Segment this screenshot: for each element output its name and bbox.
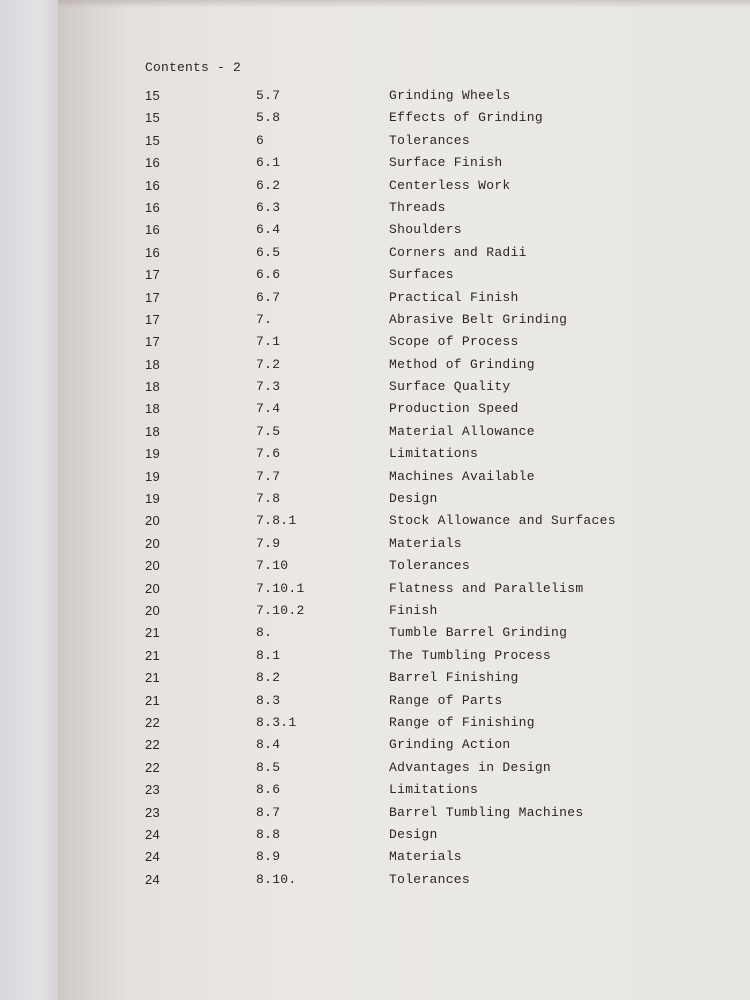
page-title: Contents - 2 xyxy=(145,60,242,75)
toc-row xyxy=(145,648,665,670)
section-title: Threads xyxy=(389,199,446,215)
page-number: 18 xyxy=(145,379,161,395)
toc-row xyxy=(145,581,665,603)
toc-row xyxy=(145,446,665,468)
toc-row xyxy=(145,155,665,177)
section-number: 6.4 xyxy=(256,222,281,238)
section-title: Centerless Work xyxy=(389,177,511,193)
page-number: 15 xyxy=(145,110,161,126)
page-number: 17 xyxy=(145,267,161,283)
toc-row xyxy=(145,715,665,737)
section-number: 6.1 xyxy=(256,155,281,171)
page-number: 18 xyxy=(145,423,161,439)
toc-row xyxy=(145,178,665,200)
section-number: 8.6 xyxy=(256,782,281,798)
section-title: Method of Grinding xyxy=(389,356,535,372)
page-number: 20 xyxy=(145,535,161,551)
section-title: Range of Finishing xyxy=(389,714,535,730)
section-title: Production Speed xyxy=(389,401,519,417)
section-number: 8.1 xyxy=(256,647,281,663)
section-title: Range of Parts xyxy=(389,692,503,708)
page-number: 21 xyxy=(145,692,161,708)
toc-row xyxy=(145,693,665,715)
page-number: 19 xyxy=(145,491,161,507)
toc-row xyxy=(145,603,665,625)
facing-page-edge xyxy=(0,0,58,1000)
section-number: 8. xyxy=(256,625,273,641)
page-number: 20 xyxy=(145,602,161,618)
page-number: 20 xyxy=(145,513,161,529)
section-title: Limitations xyxy=(389,782,479,798)
section-title: Materials xyxy=(389,849,462,865)
section-number: 7.4 xyxy=(256,401,281,417)
section-title: Tolerances xyxy=(389,871,471,887)
section-title: Machines Available xyxy=(389,468,535,484)
page-number: 16 xyxy=(145,244,161,260)
toc-row xyxy=(145,401,665,423)
section-number: 6.7 xyxy=(256,289,281,305)
toc-row xyxy=(145,312,665,334)
section-number: 8.3 xyxy=(256,692,281,708)
toc-row xyxy=(145,334,665,356)
toc-row xyxy=(145,872,665,894)
page-number: 20 xyxy=(145,580,161,596)
page-number: 16 xyxy=(145,155,161,171)
section-number: 8.5 xyxy=(256,759,281,775)
section-title: Tolerances xyxy=(389,132,471,148)
page-number: 24 xyxy=(145,826,161,842)
section-number: 7.7 xyxy=(256,468,281,484)
page-number: 18 xyxy=(145,356,161,372)
toc-row xyxy=(145,245,665,267)
section-number: 7. xyxy=(256,311,273,327)
page-number: 16 xyxy=(145,222,161,238)
toc-row xyxy=(145,357,665,379)
section-title: Grinding Wheels xyxy=(389,88,511,103)
section-title: Materials xyxy=(389,535,462,551)
section-title: Shoulders xyxy=(389,222,462,238)
section-number: 7.8.1 xyxy=(256,513,297,529)
section-title: Flatness and Parallelism xyxy=(389,580,584,596)
section-number: 6 xyxy=(256,132,265,148)
toc-row xyxy=(145,670,665,692)
section-title: The Tumbling Process xyxy=(389,647,552,663)
page-number: 16 xyxy=(145,199,161,215)
toc-row xyxy=(145,558,665,580)
section-number: 7.5 xyxy=(256,423,281,439)
toc-row xyxy=(145,88,665,110)
section-title: Limitations xyxy=(389,446,479,462)
section-title: Design xyxy=(389,826,438,842)
page-number: 20 xyxy=(145,558,161,574)
toc-row xyxy=(145,849,665,871)
section-number: 6.5 xyxy=(256,244,281,260)
page-number: 17 xyxy=(145,311,161,327)
section-title: Corners and Radii xyxy=(389,244,527,260)
page-number: 22 xyxy=(145,737,161,753)
toc-row xyxy=(145,379,665,401)
section-title: Surfaces xyxy=(389,267,454,283)
section-number: 7.2 xyxy=(256,356,281,372)
section-number: 8.4 xyxy=(256,737,281,753)
toc-row xyxy=(145,782,665,804)
toc-row xyxy=(145,469,665,491)
section-number: 7.8 xyxy=(256,491,281,507)
section-number: 7.3 xyxy=(256,379,281,395)
section-title: Barrel Finishing xyxy=(389,670,519,686)
section-number: 6.2 xyxy=(256,177,281,193)
section-title: Abrasive Belt Grinding xyxy=(389,311,568,327)
page-number: 19 xyxy=(145,446,161,462)
toc-row xyxy=(145,760,665,782)
toc-row xyxy=(145,200,665,222)
section-title: Grinding Action xyxy=(389,737,511,753)
toc-row xyxy=(145,737,665,759)
page-number: 16 xyxy=(145,177,161,193)
toc-row xyxy=(145,222,665,244)
section-number: 8.7 xyxy=(256,804,281,820)
section-number: 7.10.1 xyxy=(256,580,305,596)
toc-row xyxy=(145,536,665,558)
page-number: 23 xyxy=(145,782,161,798)
toc-row xyxy=(145,805,665,827)
page-number: 21 xyxy=(145,625,161,641)
section-number: 6.3 xyxy=(256,199,281,215)
page-number: 17 xyxy=(145,334,161,350)
toc-row xyxy=(145,133,665,155)
section-title: Tumble Barrel Grinding xyxy=(389,625,568,641)
toc-row xyxy=(145,513,665,535)
section-title: Material Allowance xyxy=(389,423,535,439)
section-title: Effects of Grinding xyxy=(389,110,543,126)
toc-row xyxy=(145,827,665,849)
section-number: 5.7 xyxy=(256,88,281,103)
section-number: 8.3.1 xyxy=(256,714,297,730)
page-number: 23 xyxy=(145,804,161,820)
page-number: 17 xyxy=(145,289,161,305)
section-title: Design xyxy=(389,491,438,507)
section-number: 5.8 xyxy=(256,110,281,126)
section-title: Advantages in Design xyxy=(389,759,552,775)
section-title: Barrel Tumbling Machines xyxy=(389,804,584,820)
section-title: Practical Finish xyxy=(389,289,519,305)
page-number: 21 xyxy=(145,670,161,686)
section-title: Tolerances xyxy=(389,558,471,574)
toc-row xyxy=(145,625,665,647)
page-number: 15 xyxy=(145,88,161,103)
page-number: 22 xyxy=(145,714,161,730)
toc-row xyxy=(145,110,665,132)
section-title: Surface Finish xyxy=(389,155,503,171)
section-number: 8.8 xyxy=(256,826,281,842)
toc-row xyxy=(145,491,665,513)
section-number: 7.1 xyxy=(256,334,281,350)
page-number: 21 xyxy=(145,647,161,663)
page-number: 19 xyxy=(145,468,161,484)
section-title: Finish xyxy=(389,602,438,618)
page-number: 24 xyxy=(145,871,161,887)
table-of-contents xyxy=(145,88,665,894)
toc-row xyxy=(145,290,665,312)
toc-row xyxy=(145,424,665,446)
page-number: 18 xyxy=(145,401,161,417)
section-number: 7.9 xyxy=(256,535,281,551)
section-title: Scope of Process xyxy=(389,334,519,350)
section-title: Surface Quality xyxy=(389,379,511,395)
section-number: 6.6 xyxy=(256,267,281,283)
section-number: 8.2 xyxy=(256,670,281,686)
section-number: 7.10.2 xyxy=(256,602,305,618)
page-number: 22 xyxy=(145,759,161,775)
section-number: 7.10 xyxy=(256,558,289,574)
section-title: Stock Allowance and Surfaces xyxy=(389,513,616,529)
toc-row xyxy=(145,267,665,289)
page-number: 15 xyxy=(145,132,161,148)
section-number: 8.9 xyxy=(256,849,281,865)
section-number: 7.6 xyxy=(256,446,281,462)
page-number: 24 xyxy=(145,849,161,865)
section-number: 8.10. xyxy=(256,871,297,887)
